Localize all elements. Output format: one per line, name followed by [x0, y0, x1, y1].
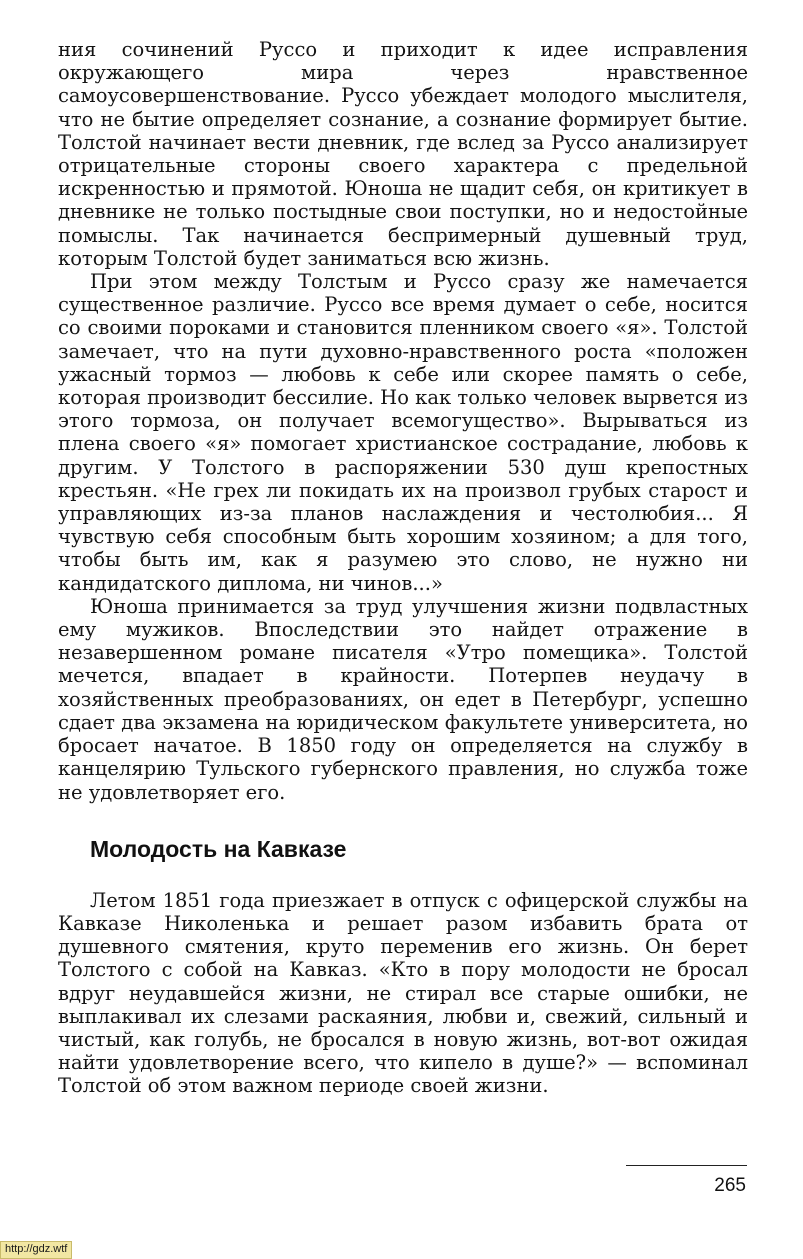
book-page	[58, 38, 748, 1098]
paragraph: Летом 1851 года приезжает в отпуск с офицерской службы на Кавказе Николенька и решает разом избавить брата от душевного смятения, круто переменив его жизнь. Он берет Толстого с собой на Кавказ. «Кто в пору молодости не бросал вдруг неудавшейся жизни, не стирал все старые ошибки, не выплакивал их слезами раскаяния, любви и, свежий, сильный и чистый, как голубь, не бросался в новую жизнь, вот-вот ожидая найти удовлетворение всего, что кипело в душе?» — вспоминал Толстой об этом важном периоде своей жизни.	[58, 888, 748, 1098]
section-heading: Молодость на Кавказе	[90, 835, 347, 862]
watermark-link[interactable]: http://gdz.wtf	[0, 1241, 72, 1259]
footer-rule	[626, 1165, 747, 1166]
paragraph: При этом между Толстым и Руссо сразу же намечается существенное различие. Руссо все время думает о себе, носится со своими пороками и становится пленником своего «я». Толстой замечает, что на пути духовно-нравственного роста «положен ужасный тормоз — любовь к себе или скорее память о себе, которая производит бессилие. Но как только человек вырвется из этого тормоза, он получает всемогущество». Вырываться из плена своего «я» помогает христианское сострадание, любовь к другим. У Толстого в распоряжении 530 душ крепостных крестьян. «Не грех ли покидать их на произвол грубых старост и управляющих из-за планов наслаждения и честолюбия... Я чувствую себя способным быть хорошим хозяином; а для того, чтобы быть им, как я разумею это слово, не нужно ни кандидатского диплома, ни чинов...»	[58, 270, 748, 595]
page-number: 265	[714, 1175, 746, 1196]
paragraph: ния сочинений Руссо и приходит к идее исправления окружающего мира через нравственное самоусовершенствование. Руссо убеждает молодого мыслителя, что не бытие определяет сознание, а сознание формирует бытие. Толстой начинает вести дневник, где вслед за Руссо анализирует отрицательные стороны своего характера с предельной искренностью и прямотой. Юноша не щадит себя, он критикует в дневнике не только постыдные свои поступки, но и недостойные помыслы. Так начинается беспримерный душевный труд, которым Толстой будет заниматься всю жизнь.	[58, 38, 748, 270]
paragraph: Юноша принимается за труд улучшения жизни подвластных ему мужиков. Впоследствии это найдет отражение в незавершенном романе писателя «Утро помещика». Толстой мечется, впадает в крайности. Потерпев неудачу в хозяйственных преобразованиях, он едет в Петербург, успешно сдает два экзамена на юридическом факультете университета, но бросает начатое. В 1850 году он определяется на службу в канцелярию Тульского губернского правления, но служба тоже не удовлетворяет его.	[58, 594, 748, 804]
